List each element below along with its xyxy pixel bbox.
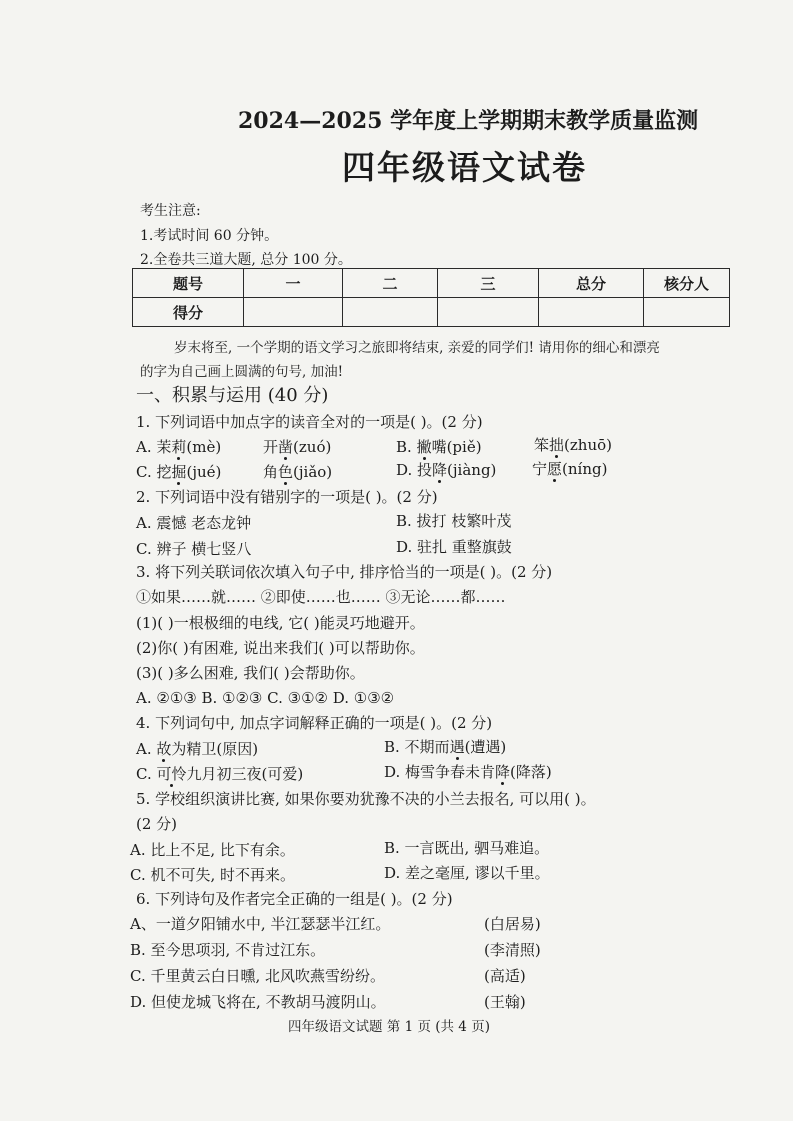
q1-option-d: [396, 460, 496, 480]
text: (níng): [562, 460, 608, 478]
q1-option-c: [136, 462, 221, 482]
q6-option-a-author: (白居易): [484, 915, 541, 933]
q4-option-b: [384, 737, 506, 757]
q1-option-b-2: [534, 435, 612, 455]
q6-option-b: B. 至今思项羽, 不肯过江东。: [130, 941, 326, 959]
dotted-char: 可怜: [156, 765, 187, 783]
text: 嘴(piě): [431, 438, 482, 456]
q5-stem: 5. 学校组织演讲比赛, 如果你要劝犹豫不决的小兰去报名, 可以用( )。: [136, 790, 596, 808]
text: B.: [396, 438, 417, 456]
q3-stem: 3. 将下列关联词依次填入句子中, 排序恰当的一项是( )。(2 分): [136, 563, 553, 581]
q1-option-d-2: [532, 459, 607, 479]
q3-sentence-1: (1)( )一根极细的电线, 它( )能灵巧地避开。: [136, 614, 425, 632]
dotted-char: 莉: [171, 438, 187, 456]
notice-item-1: 1.考试时间 60 分钟。: [140, 228, 279, 244]
text: 宁: [532, 460, 548, 478]
q2-option-d: D. 驻扎 重整旗鼓: [396, 538, 512, 556]
score-table-header-row: [133, 269, 730, 298]
text: 为精卫(原因): [171, 740, 259, 758]
intro-line-2: 的字为自己画上圆满的句号, 加油!: [140, 364, 344, 380]
text: (jué): [186, 463, 222, 481]
q2-option-c: C. 辨子 横七竖八: [136, 540, 252, 558]
text: (降落): [510, 763, 552, 781]
dotted-char: 拙: [549, 436, 565, 454]
intro-line-1: 岁末将至, 一个学期的语文学习之旅即将结束, 亲爱的同学们! 请用你的细心和漂亮: [174, 340, 660, 356]
score-cell-part2: 二: [343, 269, 438, 298]
text: 笨: [534, 436, 550, 454]
q2-option-b: B. 拔打 枝繁叶茂: [396, 512, 512, 530]
text: 九月初三夜(可爱): [186, 765, 304, 783]
dotted-char: 降: [495, 763, 511, 781]
q1-option-a: [136, 437, 221, 457]
dotted-char: 愿: [547, 460, 563, 478]
text: (jiàng): [447, 461, 497, 479]
q5-option-a: A. 比上不足, 比下有余。: [130, 841, 295, 859]
dotted-char: 凿: [278, 438, 294, 456]
q2-stem: 2. 下列词语中没有错别字的一项是( )。(2 分): [136, 488, 438, 506]
score-table-score-row: [133, 298, 730, 327]
dotted-char: 色: [278, 463, 294, 481]
score-cell-part3: 三: [438, 269, 539, 298]
dotted-char: 撇: [416, 438, 432, 456]
q4-option-c: [136, 764, 303, 784]
text: C.: [136, 765, 157, 783]
q6-option-d-author: (王翰): [484, 993, 526, 1011]
text: (zhuō): [564, 436, 612, 454]
q6-option-b-author: (李清照): [484, 941, 541, 959]
notice-item-2: 2.全卷共三道大题, 总分 100 分。: [140, 252, 352, 268]
section-1-title: 一、积累与运用 (40 分): [136, 385, 329, 406]
text: A.: [136, 740, 157, 758]
q3-conjunctions: ①如果……就…… ②即使……也…… ③无论……都……: [136, 588, 506, 606]
text: 角: [263, 463, 279, 481]
score-blank[interactable]: [343, 298, 438, 327]
q1-option-b: [396, 437, 482, 457]
score-cell-part1: 一: [244, 269, 343, 298]
text: (zuó): [293, 438, 332, 456]
text: A. 茉: [136, 438, 172, 456]
text: 开: [263, 438, 279, 456]
q4-option-a: [136, 739, 258, 759]
score-table: [132, 268, 730, 327]
q6-option-c: C. 千里黄云白日曛, 北风吹燕雪纷纷。: [130, 967, 386, 985]
q6-stem: 6. 下列诗句及作者完全正确的一组是( )。(2 分): [136, 890, 453, 908]
score-cell-label: 题号: [133, 269, 244, 298]
score-cell-score-label: 得分: [133, 298, 244, 327]
dotted-char: 降: [432, 461, 448, 479]
text: (mè): [186, 438, 222, 456]
exam-title: 2024—2025 学年度上学期期末教学质量监测: [238, 108, 699, 134]
dotted-char: 掘: [171, 463, 187, 481]
q5-option-d: D. 差之毫厘, 谬以千里。: [384, 864, 550, 882]
score-cell-total: 总分: [539, 269, 644, 298]
q5-points: (2 分): [136, 815, 178, 833]
q6-option-c-author: (高适): [484, 967, 526, 985]
text: (遭遇): [464, 738, 507, 756]
exam-subtitle: 四年级语文试卷: [342, 148, 587, 187]
score-blank[interactable]: [244, 298, 343, 327]
q5-option-c: C. 机不可失, 时不再来。: [130, 866, 296, 884]
dotted-char: 遇: [449, 738, 465, 756]
text: (jiǎo): [293, 463, 333, 481]
score-blank[interactable]: [644, 298, 730, 327]
notice-heading: 考生注意:: [140, 203, 201, 219]
q3-sentence-2: (2)你( )有困难, 说出来我们( )可以帮助你。: [136, 639, 425, 657]
q1-stem: 1. 下列词语中加点字的读音全对的一项是( )。(2 分): [136, 413, 483, 431]
text: B. 不期而: [384, 738, 450, 756]
dotted-char: 故: [156, 740, 172, 758]
q1-option-c-2: [263, 462, 332, 482]
q3-answers: A. ②①③ B. ①②③ C. ③①② D. ①③②: [136, 689, 395, 707]
q4-stem: 4. 下列词句中, 加点字词解释正确的一项是( )。(2 分): [136, 714, 493, 732]
q2-option-a: A. 震憾 老态龙钟: [136, 514, 252, 532]
q6-option-d: D. 但使龙城飞将在, 不教胡马渡阴山。: [130, 993, 386, 1011]
q1-option-a-2: [263, 437, 331, 457]
q3-sentence-3: (3)( )多么困难, 我们( )会帮助你。: [136, 664, 365, 682]
score-blank[interactable]: [438, 298, 539, 327]
score-cell-checker: 核分人: [644, 269, 730, 298]
text: C. 挖: [136, 463, 172, 481]
page-footer: 四年级语文试题 第 1 页 (共 4 页): [288, 1019, 490, 1035]
text: D. 梅雪争春未肯: [384, 763, 496, 781]
text: D. 投: [396, 461, 433, 479]
q6-option-a: A、一道夕阳铺水中, 半江瑟瑟半江红。: [130, 915, 391, 933]
q4-option-d: [384, 762, 552, 782]
score-blank[interactable]: [539, 298, 644, 327]
q5-option-b: B. 一言既出, 驷马难追。: [384, 839, 550, 857]
